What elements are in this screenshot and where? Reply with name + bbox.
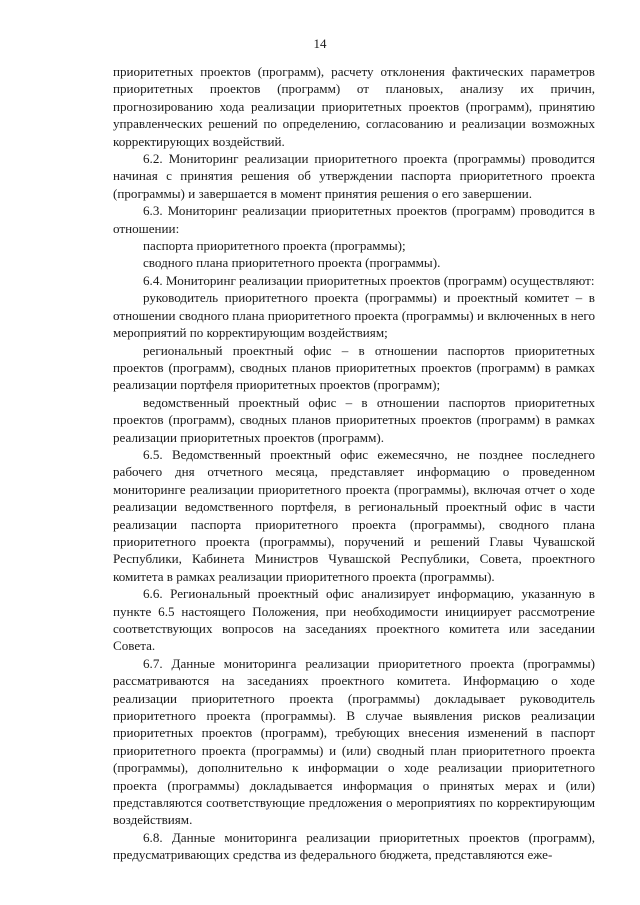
paragraph: 6.4. Мониторинг реализации приоритетных проектов (программ) осуществляют: — [143, 272, 595, 288]
paragraph: 6.8. Данные мониторинга реализации приоритетных проектов (программ), предусматривающих средства из федерального бюджета, представляются еже- — [113, 829, 595, 863]
paragraph: паспорта приоритетного проекта (программы); — [143, 238, 406, 254]
page-number: 14 — [313, 36, 327, 51]
paragraph: 6.6. Региональный проектный офис анализирует информацию, указанную в пункте 6.5 настоящего Положения, при необходимости инициирует рассмотрение соответствующих вопросов на заседаниях проектного комитета или заседании Совета. — [113, 586, 595, 654]
paragraph: 6.3. Мониторинг реализации приоритетных проектов (программ) проводится в отношении: — [113, 203, 595, 236]
paragraph: руководитель приоритетного проекта (программы) и проектный комитет – в отношении сводного плана приоритетного проекта (программы) и включенных в него мероприятий по корректирующим воздействиям; — [113, 290, 595, 341]
paragraph: региональный проектный офис – в отношении паспортов приоритетных проектов (программ), сводных планов приоритетных проектов (программ) в рамках реализации портфеля приоритетных проектов (программ); — [113, 342, 595, 393]
paragraph: 6.5. Ведомственный проектный офис ежемесячно, не позднее последнего рабочего дня отчетного месяца, представляет информацию о проведенном мониторинге реализации приоритетного проекта (программы), включая отчет о ходе реализации ведомственного портфеля, в региональный проектный офис в части реализации паспорта приоритетного проекта (программы), сводного плана приоритетного проекта (программы), поручений и решений Главы Чувашской Республики, Кабинета Министров Чувашской Республики, Совета, проектного комитета в рамках реализации приоритетного проекта (программы). — [113, 446, 595, 584]
paragraph: ведомственный проектный офис – в отношении паспортов приоритетных проектов (программ), сводных планов приоритетных проектов (программ) в рамках реализации приоритетных проектов (программ). — [113, 394, 595, 445]
paragraph: 6.2. Мониторинг реализации приоритетного проекта (программы) проводится начиная с принятия решения об утверждении паспорта приоритетного проекта (программы) и завершается в момент принятия решения о его завершении. — [113, 151, 595, 201]
paragraph: 6.7. Данные мониторинга реализации приоритетного проекта (программы) рассматриваются на заседаниях проектного комитета. Информацию о ходе реализации приоритетного проекта (программы) докладывает руководитель приоритетного проекта (программы). В случае выявления рисков реализации приоритетных проектов (программ), требующих внесения изменений в паспорт приоритетного проекта (программы) и (или) сводный план приоритетного проекта (программы), дополнительно к информации о ходе реализации приоритетного проекта (программы) докладывается информация о принятых мерах и (или) представляются соответствующие предложения о мероприятиях по корректирующим воздействиям. — [113, 655, 595, 828]
paragraph: приоритетных проектов (программ), расчету отклонения фактических параметров приоритетных проектов (программ) от плановых, анализу их причин, прогнозированию хода реализации приоритетных проектов (программ), принятию управленческих решений по определению, согласованию и реализации возможных корректирующих воздействий. — [113, 64, 595, 149]
document-body — [113, 63, 595, 864]
paragraph: сводного плана приоритетного проекта (программы). — [143, 255, 441, 271]
